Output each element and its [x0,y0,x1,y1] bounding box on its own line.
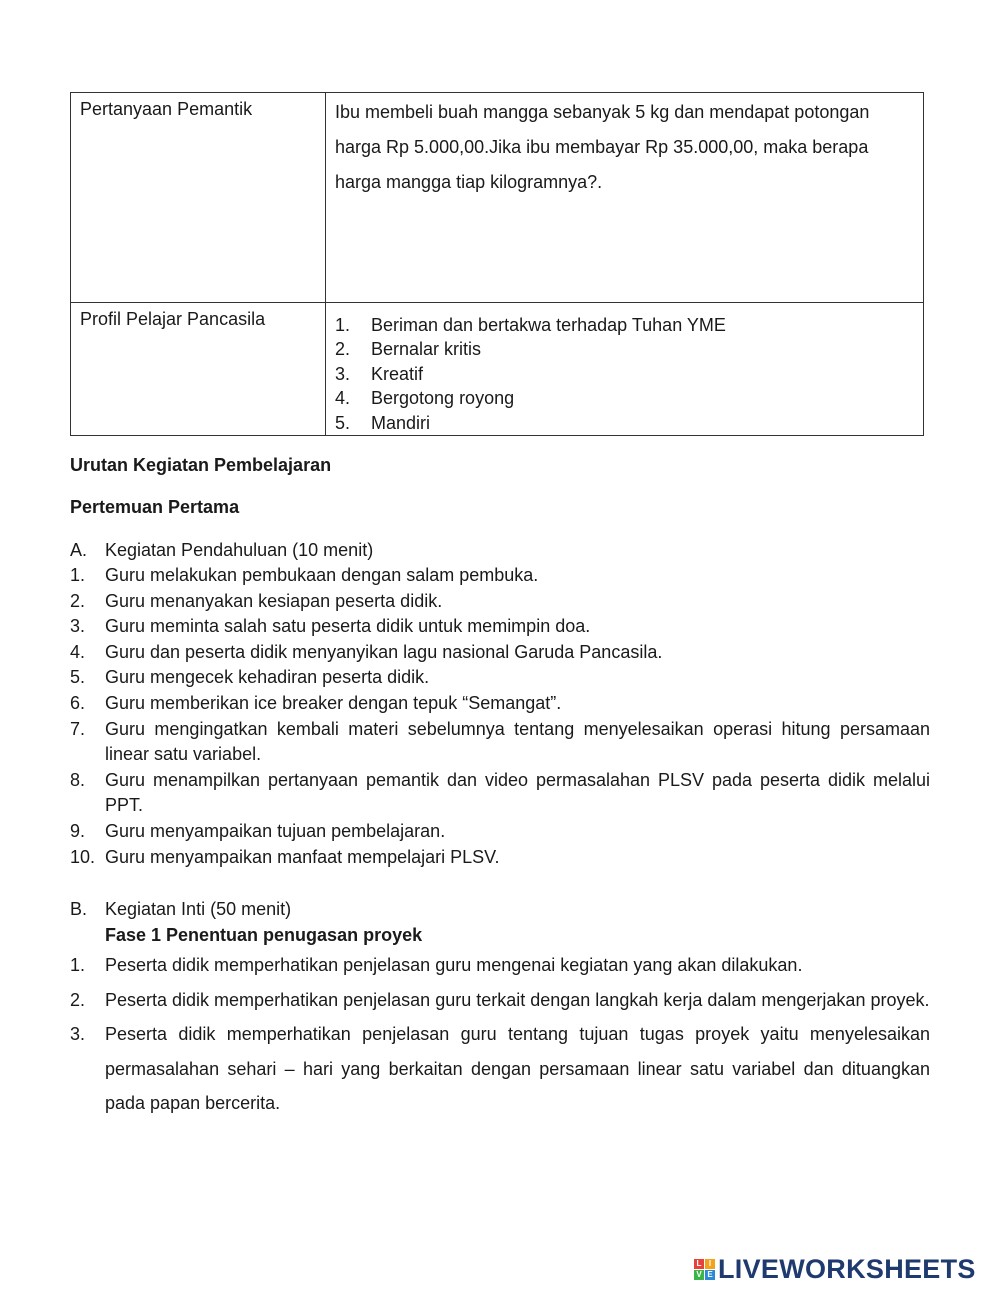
list-item: 9. Guru menyampaikan tujuan pembelajaran. [70,820,446,841]
table-row [71,93,924,303]
section-b-list [70,948,930,1121]
section-b [70,896,930,1121]
heading-urutan: Urutan Kegiatan Pembelajaran [70,455,332,475]
list-item: 2. Bernalar kritis [335,339,482,360]
section-a-title: A. Kegiatan Pendahuluan (10 menit) [70,540,374,560]
liveworksheets-logo [694,1254,976,1284]
list-item: 3. Peserta didik memperhatikan penjelasan guru tentang tujuan tugas proyek yaitu menyelesaikan permasalahan sehari – hari yang berkaitan dengan persamaan linear satu variabel dan dituangkan pada papan bercerita. [70,1024,930,1113]
table-content-cell [326,93,924,303]
section-b-title: B. Kegiatan Inti (50 menit) [70,899,292,919]
profile-list [335,313,914,435]
list-item: 5. Mandiri [335,412,431,433]
logo-text: LIVEWORKSHEETS [718,1253,976,1284]
list-item: 1. Beriman dan bertakwa terhadap Tuhan YME [335,315,726,335]
list-item: 3. Kreatif [335,363,424,384]
list-item: 7. Guru mengingatkan kembali materi sebelumnya tentang menyelesaikan operasi hitung persamaan linear satu variabel. [70,718,930,765]
logo-icon: L I V E [694,1259,715,1280]
info-table [70,92,924,436]
section-a [70,537,930,870]
list-item: 4. Bergotong royong [335,388,515,409]
list-item: 5. Guru mengecek kehadiran peserta didik. [70,667,430,688]
list-item: 10. Guru menyampaikan manfaat mempelajari PLSV. [70,846,500,867]
table-row [71,303,924,436]
list-item: 2. Peserta didik memperhatikan penjelasan guru terkait dengan langkah kerja dalam mengerjakan proyek. [70,989,930,1010]
pemantik-question: Ibu membeli buah mangga sebanyak 5 kg dan mendapat potongan harga Rp 5.000,00.Jika ibu membayar Rp 35.000,00, maka berapa harga mangga tiap kilogramnya?. [335,102,870,192]
section-a-list [70,563,930,870]
list-item: 3. Guru meminta salah satu peserta didik untuk memimpin doa. [70,616,591,637]
table-label-cell: Profil Pelajar Pancasila [71,303,326,436]
phase-heading: Fase 1 Penentuan penugasan proyek [105,925,423,945]
list-item: 4. Guru dan peserta didik menyanyikan lagu nasional Garuda Pancasila. [70,641,663,662]
table-content-cell [326,303,924,436]
heading-pertemuan: Pertemuan Pertama [70,497,240,517]
list-item: 8. Guru menampilkan pertanyaan pemantik dan video permasalahan PLSV pada peserta didik melalui PPT. [70,769,930,816]
list-item: 6. Guru memberikan ice breaker dengan tepuk “Semangat”. [70,692,562,713]
table-label-cell: Pertanyaan Pemantik [71,93,326,303]
list-item: 1. Guru melakukan pembukaan dengan salam pembuka. [70,565,539,585]
list-item: 2. Guru menanyakan kesiapan peserta didik. [70,590,443,611]
list-item: 1. Peserta didik memperhatikan penjelasan guru mengenai kegiatan yang akan dilakukan. [70,955,803,975]
